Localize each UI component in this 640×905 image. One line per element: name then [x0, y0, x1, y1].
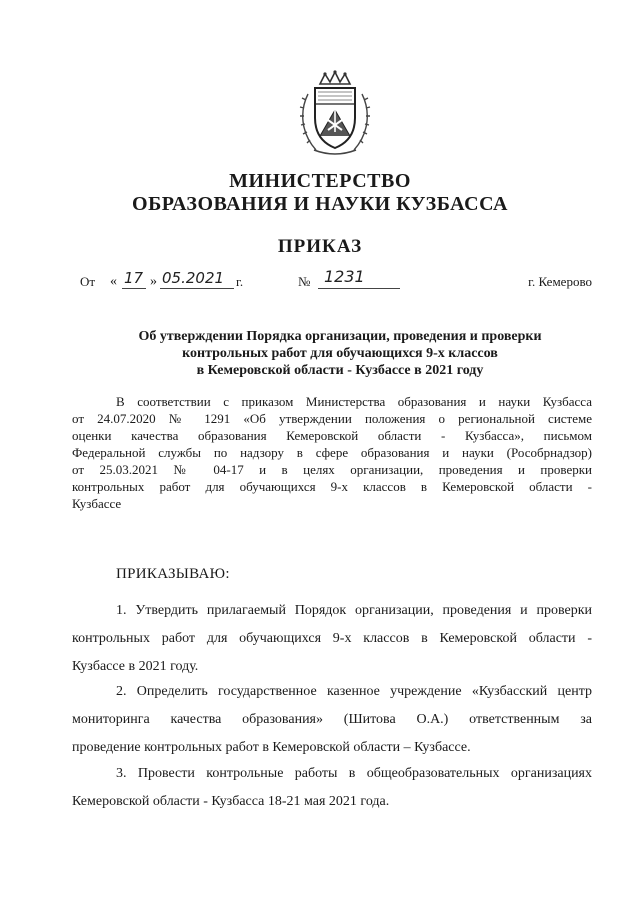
ministry-name-line2: ОБРАЗОВАНИЯ И НАУКИ КУЗБАССА — [132, 193, 508, 215]
order-subject — [90, 328, 590, 379]
preamble-line: контрольных работ для обучающихся 9-х классов в Кемеровской области - — [72, 479, 592, 494]
order-number-underline — [318, 288, 400, 289]
date-month-year-handwritten: 05.2021 — [162, 269, 225, 287]
preamble-line: оценки качества образования Кемеровской области - Кузбасса», письмом — [72, 428, 592, 443]
item-line: мониторинга качества образования» (Шитова О.А.) ответственным за — [72, 712, 592, 727]
date-open-quote: « — [110, 274, 117, 289]
preamble-paragraph — [72, 393, 592, 512]
date-from-label: От — [80, 274, 96, 289]
coat-of-arms-icon — [298, 70, 372, 158]
item-line: 3. Провести контрольные работы в общеобразовательных организациях — [116, 766, 592, 781]
preamble-line: В соответствии с приказом Министерства образования и науки Кузбасса — [116, 394, 592, 409]
city-label: г. Кемерово — [528, 274, 592, 289]
item-line: Кемеровской области - Кузбасса 18-21 мая 2021 года. — [72, 794, 390, 809]
order-item-1 — [72, 597, 592, 681]
subject-line: контрольных работ для обучающихся 9-х классов — [182, 346, 498, 361]
date-day-underline — [122, 288, 146, 289]
preamble-line: Кузбассе — [72, 496, 122, 511]
order-meta-row — [70, 268, 592, 292]
item-line: проведение контрольных работ в Кемеровской области – Кузбассе. — [72, 740, 471, 755]
order-number-label: № — [298, 274, 311, 289]
subject-line: в Кемеровской области - Кузбассе в 2021 году — [196, 363, 484, 378]
order-number-handwritten: 1231 — [324, 267, 365, 286]
order-item-3 — [72, 760, 592, 816]
item-line: 2. Определить государственное казенное учреждение «Кузбасский центр — [116, 684, 592, 699]
preamble-line: от 24.07.2020 № 1291 «Об утверждении положения о региональной системе — [72, 411, 592, 426]
ministry-name-line1: МИНИСТЕРСТВО — [229, 170, 411, 192]
date-close-quote: » — [150, 274, 157, 289]
preamble-line: от 25.03.2021 № 04-17 и в целях организации, проведения и проверки — [72, 462, 592, 477]
item-line: 1. Утвердить прилагаемый Порядок организации, проведения и проверки — [116, 603, 592, 618]
item-line: Кузбассе в 2021 году. — [72, 659, 199, 674]
date-year-suffix: г. — [236, 274, 244, 289]
order-title: ПРИКАЗ — [277, 236, 363, 257]
preamble-line: Федеральной службы по надзору в сфере образования и науки (Рособрнадзор) — [72, 445, 592, 460]
order-item-2 — [72, 678, 592, 762]
subject-line: Об утверждении Порядка организации, проведения и проверки — [138, 329, 542, 344]
directive-heading: ПРИКАЗЫВАЮ: — [116, 566, 230, 582]
date-day-handwritten: 17 — [124, 269, 144, 287]
date-month-year-underline — [160, 288, 234, 289]
item-line: контрольных работ для обучающихся 9-х классов в Кемеровской области - — [72, 631, 592, 646]
